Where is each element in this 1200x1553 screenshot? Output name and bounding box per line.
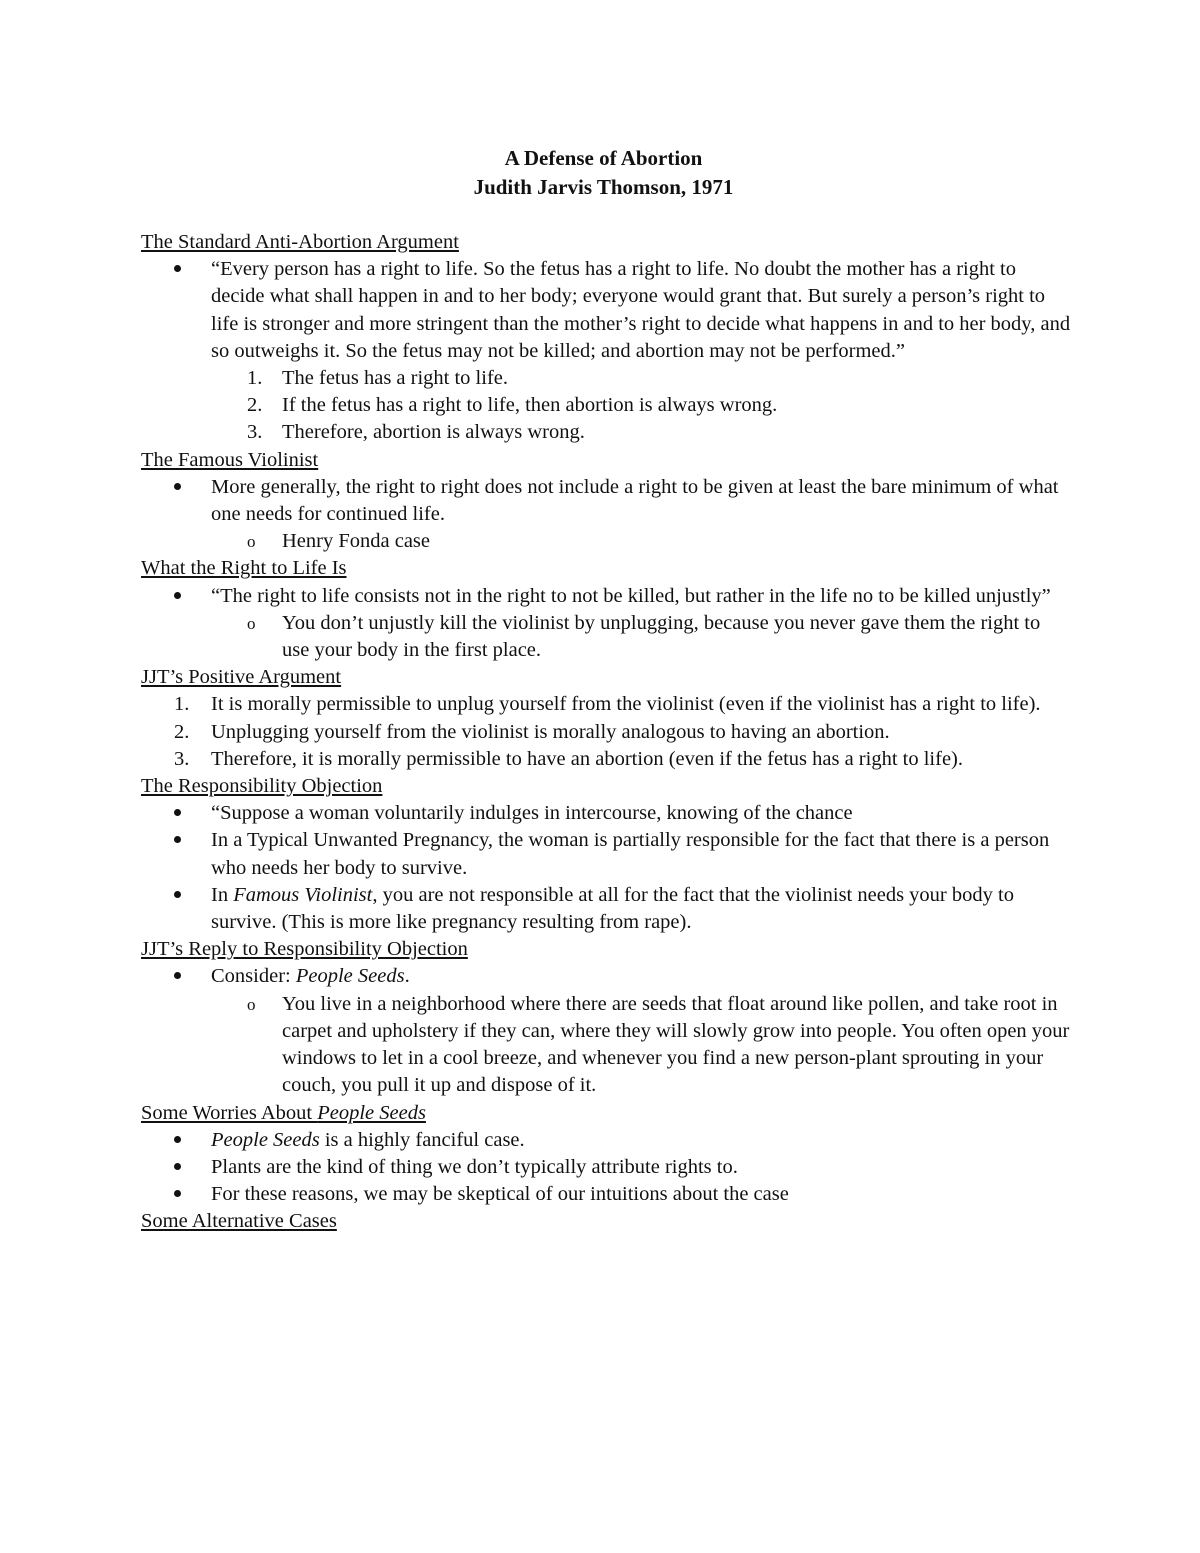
bullet-text: “Suppose a woman voluntarily indulges in intercourse, knowing of the chance xyxy=(211,802,853,825)
item-text: If the fetus has a right to life, then abortion is always wrong. xyxy=(282,394,778,417)
document-title: A Defense of Abortion xyxy=(504,146,703,170)
section-heading-positive-argument: JJT’s Positive Argument xyxy=(141,666,342,689)
bullet-item xyxy=(141,583,1071,610)
bullet-item xyxy=(141,474,1071,528)
bullet-dot-icon xyxy=(174,256,181,283)
item-text: Therefore, it is morally permissible to have an abortion (even if the fetus has a right to life). xyxy=(211,747,963,770)
numbered-item xyxy=(141,746,1071,773)
heading-text-italic: People Seeds xyxy=(317,1101,426,1124)
sub-bullet-text: Henry Fonda case xyxy=(282,530,431,553)
bullet-text-prefix: In xyxy=(211,883,234,906)
sub-bullet-text: You live in a neighborhood where there are seeds that float around like pollen, and take root in carpet and upholstery if they can, where they will slowly grow into people. You often open your windows to let in a cool breeze, and whenever you find a new person-plant sprouting in your couch, you pull it up and dispose of it. xyxy=(282,992,1070,1097)
bullet-item xyxy=(141,1154,1071,1181)
bullet-item xyxy=(141,827,1071,881)
title-block xyxy=(136,144,1071,202)
bullet-dot-icon xyxy=(174,1154,181,1181)
item-text: The fetus has a right to life. xyxy=(282,367,509,390)
numbered-item xyxy=(141,392,1071,419)
bullet-dot-icon xyxy=(174,800,181,827)
bullet-text-prefix: Consider: xyxy=(211,965,296,988)
sub-bullet-text: You don’t unjustly kill the violinist by unplugging, because you never gave them the right to use your body in the first place. xyxy=(282,611,1041,662)
item-number: 3. xyxy=(174,747,190,770)
numbered-item xyxy=(141,719,1071,746)
section-heading-right-to-life: What the Right to Life Is xyxy=(141,557,347,580)
bullet-item xyxy=(141,882,1071,936)
case-name-italic: People Seeds xyxy=(211,1128,320,1151)
sub-bullet-item xyxy=(141,610,1071,664)
heading-text-prefix: Some Worries About xyxy=(141,1101,318,1124)
numbered-item xyxy=(141,691,1071,718)
bullet-text-suffix: , you are not responsible at all for the fact that the violinist needs your body to survive. (This is more like pregnancy resulting from rape). xyxy=(211,883,1014,934)
item-text: Unplugging yourself from the violinist is morally analogous to having an abortion. xyxy=(211,720,890,743)
numbered-item xyxy=(141,365,1071,392)
bullet-dot-icon xyxy=(174,474,181,501)
item-number: 2. xyxy=(247,394,263,417)
numbered-item xyxy=(141,419,1071,446)
bullet-item xyxy=(141,1181,1071,1208)
bullet-dot-icon xyxy=(174,882,181,909)
section-heading-worries xyxy=(141,1100,1071,1127)
bullet-dot-icon xyxy=(174,1127,181,1154)
section-heading-famous-violinist: The Famous Violinist xyxy=(141,448,319,471)
item-text: It is morally permissible to unplug yourself from the violinist (even if the violinist has a right to life). xyxy=(211,693,1041,716)
bullet-text: Plants are the kind of thing we don’t typically attribute rights to. xyxy=(211,1155,738,1178)
item-text: Therefore, abortion is always wrong. xyxy=(282,421,585,444)
document-subtitle: Judith Jarvis Thomson, 1971 xyxy=(473,175,734,199)
bullet-text: In a Typical Unwanted Pregnancy, the woman is partially responsible for the fact that there is a person who needs her body to survive. xyxy=(211,829,1050,879)
bullet-item xyxy=(141,800,1071,827)
bullet-item xyxy=(141,963,1071,990)
hollow-bullet-icon: o xyxy=(247,994,256,1014)
sub-bullet-item xyxy=(141,991,1071,1100)
case-name-italic: People Seeds xyxy=(295,965,405,988)
hollow-bullet-icon: o xyxy=(247,532,256,552)
bullet-text: “Every person has a right to life. So the fetus has a right to life. No doubt the mother has a right to decide what shall happen in and to her body; everyone would grant that. But surely a person’s right to life is stronger and more stringent than the mother’s right to decide what happens in and to her body, and so outweighs it. So the fetus may not be killed; and abortion may not be performed.” xyxy=(211,258,1071,362)
item-number: 2. xyxy=(174,720,190,743)
bullet-item xyxy=(141,1127,1071,1154)
section-heading-alternative-cases: Some Alternative Cases xyxy=(141,1210,337,1233)
bullet-dot-icon xyxy=(174,583,181,610)
item-number: 3. xyxy=(247,421,263,444)
bullet-dot-icon xyxy=(174,1181,181,1208)
bullet-text-suffix: is a highly fanciful case. xyxy=(319,1128,525,1151)
bullet-text: More generally, the right to right does not include a right to be given at least the bare minimum of what one needs for continued life. xyxy=(211,475,1059,526)
bullet-text: For these reasons, we may be skeptical of our intuitions about the case xyxy=(211,1183,789,1206)
section-heading-responsibility-objection: The Responsibility Objection xyxy=(141,775,383,798)
bullet-dot-icon xyxy=(174,963,181,990)
document-body xyxy=(141,144,1071,1236)
bullet-item xyxy=(141,256,1071,365)
section-heading-standard-argument: The Standard Anti-Abortion Argument xyxy=(141,231,459,253)
bullet-text: “The right to life consists not in the right to not be killed, but rather in the life no to be killed unjustly” xyxy=(211,584,1051,607)
bullet-text-suffix: . xyxy=(404,965,410,988)
hollow-bullet-icon: o xyxy=(247,613,256,633)
sub-bullet-item xyxy=(141,528,1071,555)
item-number: 1. xyxy=(174,693,190,716)
case-name-italic: Famous Violinist xyxy=(233,883,373,906)
section-heading-jjt-reply: JJT’s Reply to Responsibility Objection xyxy=(141,938,468,961)
item-number: 1. xyxy=(247,367,263,390)
bullet-dot-icon xyxy=(174,827,181,854)
